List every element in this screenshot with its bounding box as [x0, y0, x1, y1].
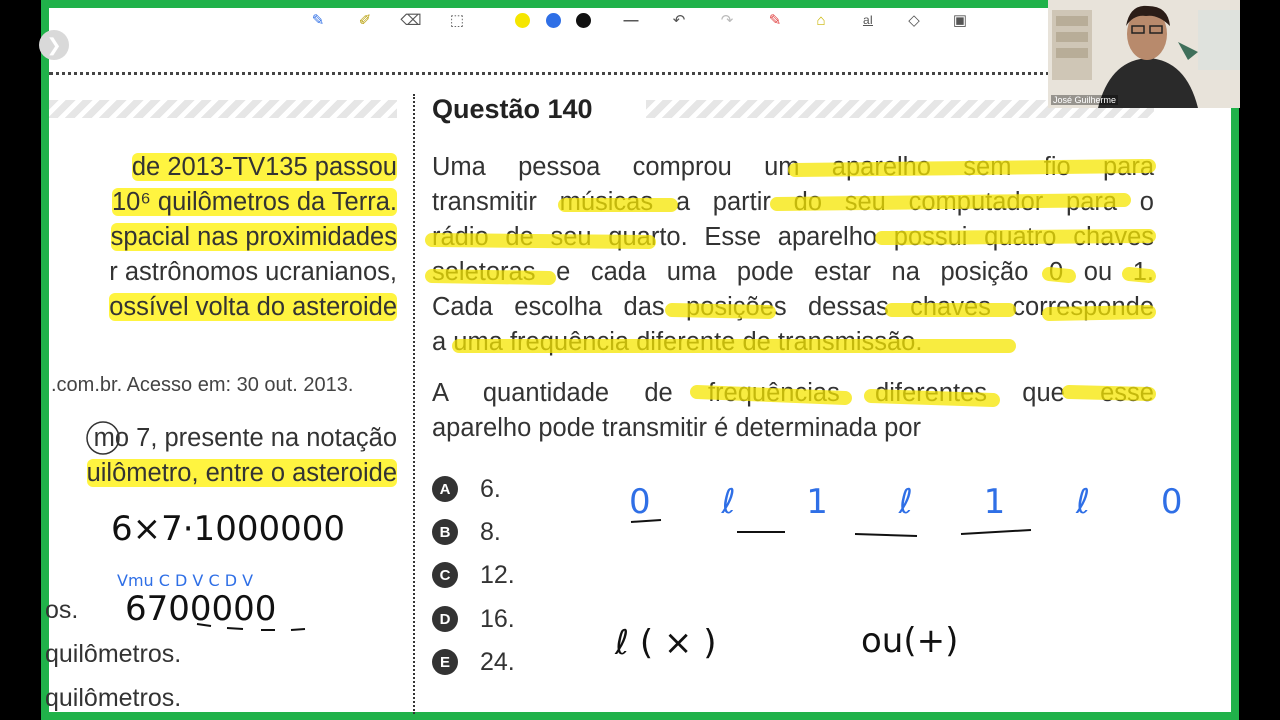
left-line-5: ossível volta do asteroide: [109, 293, 397, 321]
whiteboard-page: [45, 8, 1231, 712]
q-line-1: Uma pessoa comprou um aparelho sem fio para: [432, 153, 1154, 181]
left-line-6: mo 7, presente na notação: [93, 424, 397, 452]
highlight-strokes: [432, 166, 1149, 400]
left-line-1: de 2013-TV135 passou: [131, 153, 397, 181]
option-value-c: 12.: [480, 560, 515, 589]
handwriting-rule-2: ou(+): [861, 621, 959, 661]
q-line-4: seletoras e cada uma pode estar na posição 0 ou 1.: [432, 258, 1154, 286]
left-line-7: uilômetro, entre o asteroide: [86, 459, 397, 487]
circle-annotation: [87, 422, 119, 454]
highlight-tool-icon[interactable]: ⌂: [816, 11, 826, 29]
q-line-3: rádio de seu quarto. Esse aparelho possui quatro chaves: [432, 223, 1154, 251]
q-line-5: Cada escolha das posições dessas chaves corresponde: [432, 293, 1154, 321]
option-value-a: 6.: [480, 474, 501, 503]
handwriting-places: Vmu C D V C D V: [117, 571, 254, 590]
webcam-scene: [1048, 0, 1240, 108]
text-tool-icon[interactable]: aI: [862, 13, 873, 27]
lasso-icon[interactable]: ⬚: [449, 12, 465, 29]
back-icon[interactable]: ❯: [39, 30, 69, 60]
stroke-width-icon[interactable]: —: [623, 11, 639, 29]
option-letter-a: A: [432, 476, 458, 502]
left-line-4: r astrônomos ucranianos,: [109, 258, 397, 286]
eraser-icon[interactable]: ⌫: [400, 12, 422, 29]
left-option-tail-1: os.: [45, 596, 79, 624]
left-line-2: 10⁶ quilômetros da Terra.: [111, 188, 397, 216]
option-value-d: 16.: [480, 604, 515, 633]
redo-icon[interactable]: ↷: [720, 12, 734, 29]
left-line-3: spacial nas proximidades: [110, 223, 397, 251]
q-line-6: a uma frequência diferente de transmissão.: [432, 328, 923, 356]
question-title: Questão 140: [432, 94, 593, 124]
highlighter-icon[interactable]: ✐: [358, 12, 372, 29]
pen-icon[interactable]: ✎: [311, 12, 325, 29]
undo-icon[interactable]: ↶: [672, 12, 686, 29]
q-line-7: A quantidade de frequências diferentes que esse: [432, 379, 1154, 407]
red-pen-icon[interactable]: ✎: [768, 12, 782, 29]
image-tool-icon[interactable]: ▣: [952, 12, 968, 29]
option-value-e: 24.: [480, 647, 515, 676]
handwriting-left-1: 6×7·1000000: [111, 509, 345, 549]
webcam-name-label: José Guilherme: [1053, 95, 1117, 105]
shapes-icon[interactable]: ◇: [908, 12, 920, 29]
handwriting-rule-1: ℓ ( × ): [615, 623, 717, 663]
option-letter-b: B: [432, 519, 458, 545]
handwriting-left-2: 6700000: [125, 589, 277, 629]
handwriting-layer: [49, 8, 1231, 712]
q-line-8: aparelho pode transmitir é determinada por: [432, 414, 922, 442]
source-citation: .com.br. Acesso em: 30 out. 2013.: [51, 374, 354, 396]
handwriting-bits: 0 ℓ 1 ℓ 1 ℓ 0: [629, 482, 1213, 522]
option-letter-e: E: [432, 649, 458, 675]
option-letter-d: D: [432, 606, 458, 632]
left-option-tail-2: quilômetros.: [45, 640, 182, 668]
option-value-b: 8.: [480, 517, 501, 546]
webcam-video: [1048, 0, 1240, 108]
option-letter-c: C: [432, 562, 458, 588]
left-option-tail-3: quilômetros.: [45, 684, 182, 712]
q-line-2: transmitir músicas a partir do seu computador para o: [432, 188, 1154, 216]
